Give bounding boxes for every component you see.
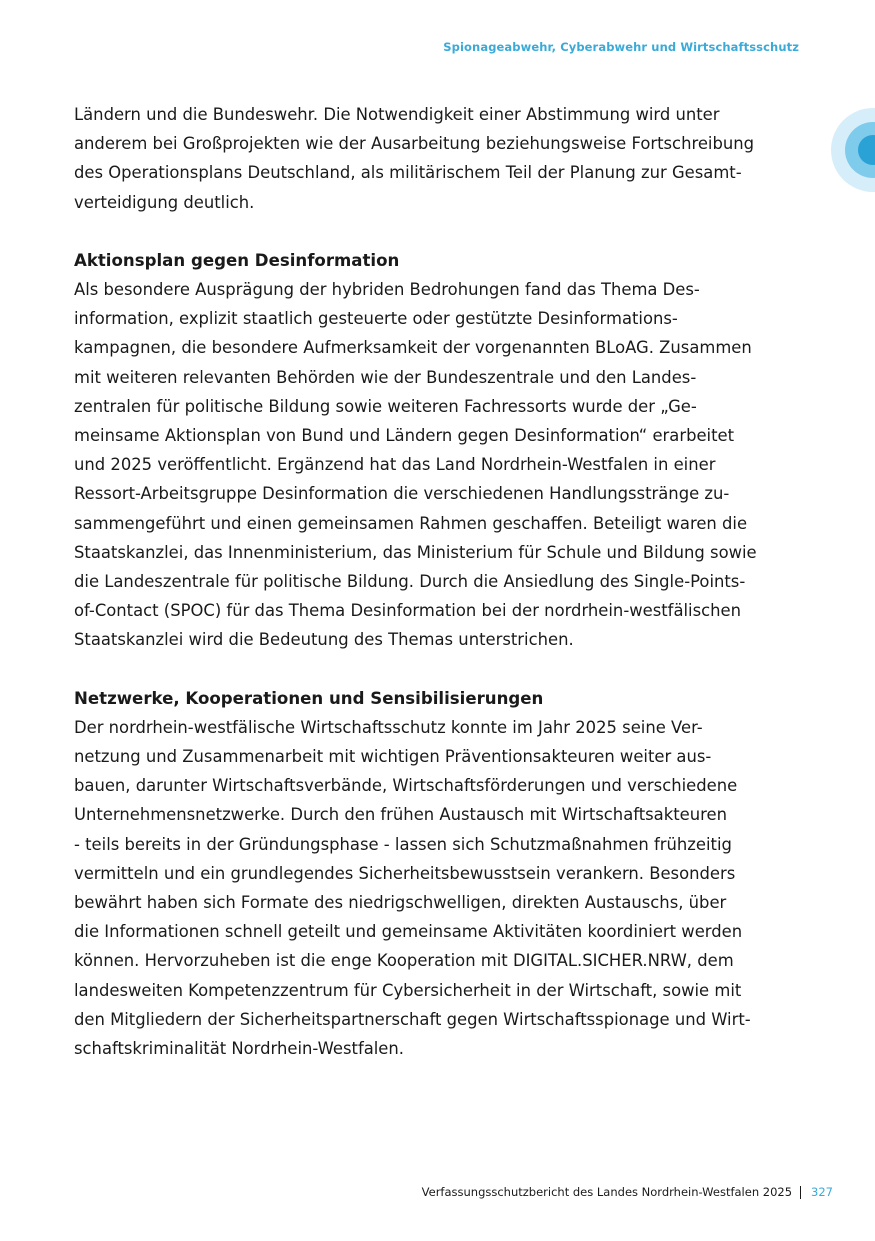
text-line: Als besondere Ausprägung der hybriden Bedrohungen fand das Thema Des- [74,280,700,300]
intro-paragraph [74,100,804,217]
text-line: - teils bereits in der Gründungsphase - lassen sich Schutzmaßnahmen frühzeitig [74,834,732,854]
section-heading-netzwerke: Netzwerke, Kooperationen und Sensibilisierungen [74,688,544,708]
text-line: information, explizit staatlich gesteuerte oder gestützte Desinformations- [74,309,678,329]
text-line: vermitteln und ein grundlegendes Sicherheitsbewusstsein verankern. Besonders [74,863,736,883]
text-line: mit weiteren relevanten Behörden wie der Bundeszentrale und den Landes- [74,367,697,387]
concentric-circles-icon [831,108,875,192]
text-line: Ressort-Arbeitsgruppe Desinformation die verschiedenen Handlungsstränge zu- [74,484,730,504]
running-header: Spionageabwehr, Cyberabwehr und Wirtschaftsschutz [443,40,799,54]
text-line: die Landeszentrale für politische Bildung. Durch die Ansiedlung des Single-Points- [74,572,746,592]
page-number: 327 [811,1185,833,1199]
netzwerke-paragraph [74,713,804,1063]
text-line: sammengeführt und einen gemeinsamen Rahmen geschaffen. Beteiligt waren die [74,513,748,533]
text-line: Unternehmensnetzwerke. Durch den frühen Austausch mit Wirtschaftsakteuren [74,805,727,825]
text-line: die Informationen schnell geteilt und gemeinsame Aktivitäten koordiniert werden [74,922,743,942]
footer-divider [800,1186,801,1199]
page-footer [422,1185,833,1199]
main-content [74,100,804,1063]
text-line: kampagnen, die besondere Aufmerksamkeit der vorgenannten BLoAG. Zusammen [74,338,752,358]
text-line: verteidigung deutlich. [74,192,255,212]
desinformation-paragraph [74,275,804,655]
text-line: zentralen für politische Bildung sowie weiteren Fachressorts wurde der „Ge- [74,396,697,416]
text-line: Staatskanzlei, das Innenministerium, das Ministerium für Schule und Bildung sowie [74,542,757,562]
text-line: of-Contact (SPOC) für das Thema Desinformation bei der nordrhein-westfälischen [74,601,742,621]
text-line: bauen, darunter Wirtschaftsverbände, Wirtschaftsförderungen und verschiedene [74,776,738,796]
text-line: landesweiten Kompetenzzentrum für Cybersicherheit in der Wirtschaft, sowie mit [74,980,742,1000]
text-line: meinsame Aktionsplan von Bund und Ländern gegen Desinformation“ erarbeitet [74,426,735,446]
text-line: netzung und Zusammenarbeit mit wichtigen Präventionsakteuren weiter aus- [74,747,712,767]
text-line: bewährt haben sich Formate des niedrigschwelligen, direkten Austauschs, über [74,893,727,913]
text-line: Staatskanzlei wird die Bedeutung des Themas unterstrichen. [74,630,574,650]
text-line: schaftskriminalität Nordrhein-Westfalen. [74,1039,404,1059]
publication-title: Verfassungsschutzbericht des Landes Nordrhein-Westfalen 2025 [421,1185,793,1199]
text-line: den Mitgliedern der Sicherheitspartnerschaft gegen Wirtschaftsspionage und Wirt- [74,1009,751,1029]
text-line: können. Hervorzuheben ist die enge Kooperation mit DIGITAL.SICHER.NRW, dem [74,951,734,971]
text-line: anderem bei Großprojekten wie der Ausarbeitung beziehungsweise Fortschreibung [74,134,755,154]
text-line: Der nordrhein-westfälische Wirtschaftsschutz konnte im Jahr 2025 seine Ver- [74,717,703,737]
text-line: und 2025 veröffentlicht. Ergänzend hat das Land Nordrhein-Westfalen in einer [74,455,716,475]
section-heading-desinformation: Aktionsplan gegen Desinformation [74,250,400,270]
text-line: Ländern und die Bundeswehr. Die Notwendigkeit einer Abstimmung wird unter [74,105,720,124]
text-line: des Operationsplans Deutschland, als militärischem Teil der Planung zur Gesamt- [74,163,742,183]
